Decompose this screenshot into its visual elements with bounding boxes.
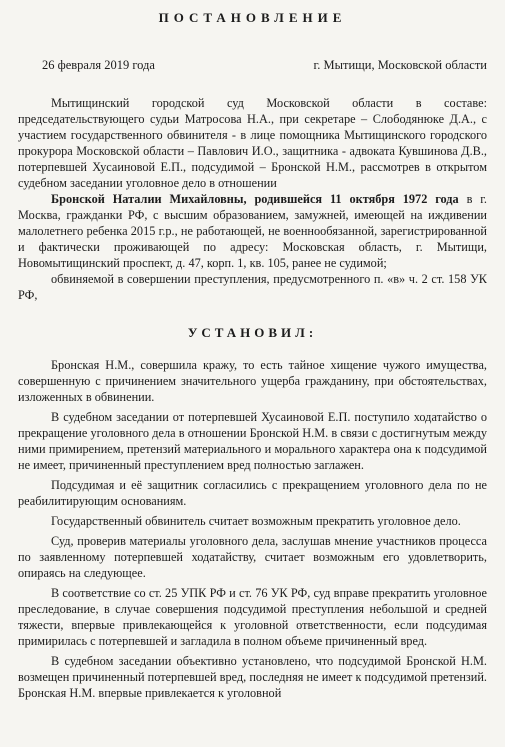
paragraph: В судебном заседании объективно установлено, что подсудимой Бронской Н.М. возмещен причиненный потерпевшей вред, последняя не имеет к подсудимой претензий. Бронская Н.М. впервые привлекается к уголовной <box>18 654 487 700</box>
paragraph: В соответствие со ст. 25 УПК РФ и ст. 76 УК РФ, суд вправе прекратить уголовное преследование, в случае совершения подсудимой преступления небольшой и средней тяжести, впервые привлекающейся к уголовной ответственности, если подсудимая примирилась с потерпевшей и загладила в полном объеме причиненный вред. <box>18 586 487 648</box>
charge-paragraph: обвиняемой в совершении преступления, предусмотренного п. «в» ч. 2 ст. 158 УК РФ, <box>18 272 487 302</box>
paragraph: Подсудимая и её защитник согласились с прекращением уголовного дела по не реабилитирующим основаниям. <box>18 478 487 508</box>
court-composition-paragraph: Мытищинский городской суд Московской области в составе: председательствующего судьи Матросова Н.А., при секретаре – Слободянюке Д.А., с участием государственного обвинителя - в лице помощника Мытищинского городского прокурора Московской области – Павлович И.О., защитника - адвоката Кувшинова Д.В., потерпевшей Хусаиновой Е.П., подсудимой – Бронской Н.М., рассмотрев в открытом судебном заседании уголовное дело в отношении <box>18 96 487 190</box>
defendant-paragraph <box>18 191 487 271</box>
document-body <box>18 95 487 701</box>
paragraph: Государственный обвинитель считает возможным прекратить уголовное дело. <box>51 514 461 528</box>
document-date: 26 февраля 2019 года <box>42 58 155 72</box>
document-title: ПОСТАНОВЛЕНИЕ <box>158 10 347 25</box>
date-place-line <box>42 58 487 73</box>
section-heading: УСТАНОВИЛ: <box>187 325 318 340</box>
defendant-name: Бронской Наталии Михайловны, родившейся 11 октября 1972 года <box>51 192 459 206</box>
defendant-details: в г. Москва, гражданки РФ, с высшим образованием, замужней, имеющей на иждивении малолетнего ребенка 2015 г.р., не работающей, не военнообязанной, зарегистрированной и фактически проживающей по адресу: Московская область, г. Мытищи, Новомытищинский проспект, д. 47, корп. 1, кв. 105, ранее не судимой; <box>18 192 488 270</box>
paragraph: Бронская Н.М., совершила кражу, то есть тайное хищение чужого имущества, совершенную с причинением значительного ущерба гражданину, при обстоятельствах, изложенных в обвинении. <box>18 358 487 404</box>
paragraph: Суд, проверив материалы уголовного дела, заслушав мнение участников процесса по заявленному потерпевшей ходатайству, считает возможным его удовлетворить, опираясь на следующее. <box>18 534 487 580</box>
document-place: г. Мытищи, Московской области <box>313 58 487 72</box>
paragraph: В судебном заседании от потерпевшей Хусаиновой Е.П. поступило ходатайство о прекращение уголовного дела в отношении Бронской Н.М. в связи с достигнутым между ними примирением, претензий материального и морального характера она к подсудимой не имеет, причиненный преступлением вред полностью заглажен. <box>18 410 487 472</box>
